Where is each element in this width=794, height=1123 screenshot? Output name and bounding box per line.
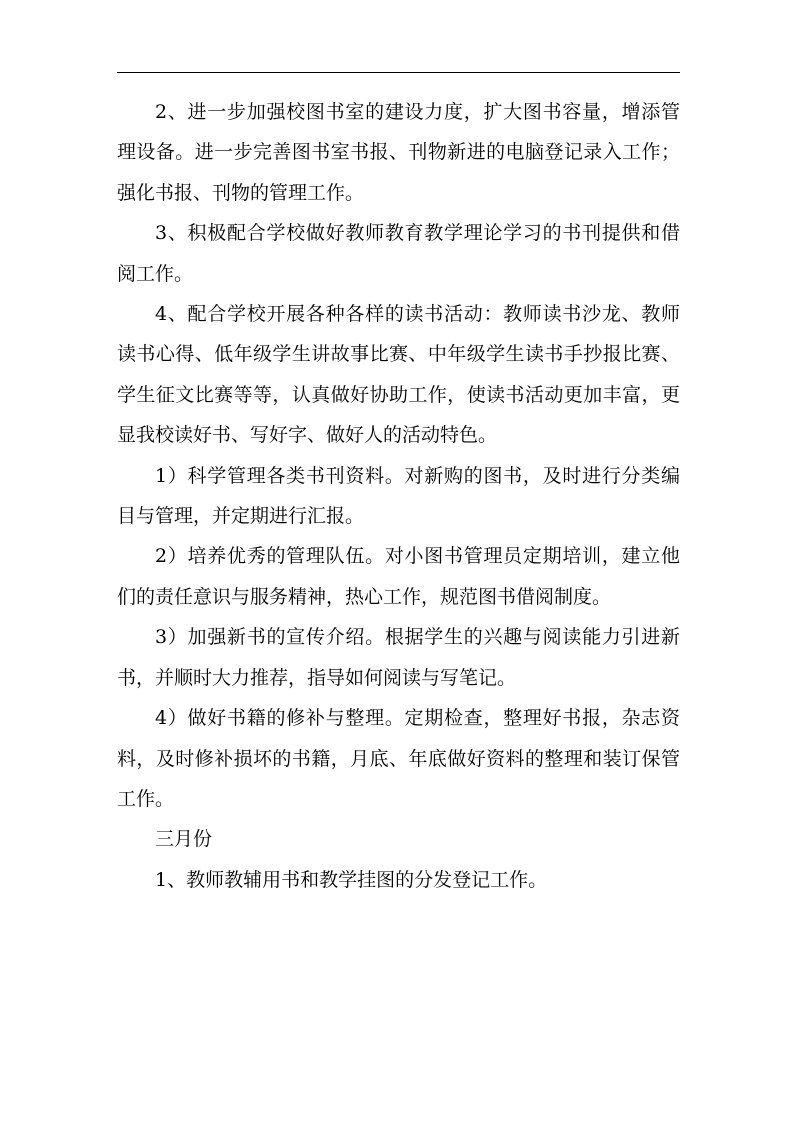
- paragraph-train-team: 2）培养优秀的管理队伍。对小图书管理员定期培训，建立他们的责任意识与服务精神，热心工作，规范图书借阅制度。: [117, 545, 680, 608]
- paragraph-manage-materials: 1）科学管理各类书刊资料。对新购的图书，及时进行分类编目与管理，并定期进行汇报。: [117, 464, 680, 528]
- paragraph-promote-new-books: 3）加强新书的宣传介绍。根据学生的兴趣与阅读能力引进新书，并顺时大力推荐，指导如何阅读与写笔记。: [117, 626, 680, 689]
- header-rule: [117, 72, 680, 73]
- paragraph-reading-activities: 4、配合学校开展各种各样的读书活动：教师读书沙龙、教师读书心得、低年级学生讲故事比赛、中年级学生读书手抄报比赛、学生征文比赛等等，认真做好协助工作，使读书活动更加丰富，更显我校读好书、写好字、做好人的活动特色。: [117, 303, 680, 447]
- paragraph-march-item-1: 1、教师教辅用书和教学挂图的分发登记工作。: [155, 868, 548, 891]
- section-heading-march: 三月份: [155, 828, 213, 851]
- document-body: [117, 92, 680, 900]
- paragraph-library-construction: 2、进一步加强校图书室的建设力度，扩大图书容量，增添管理设备。进一步完善图书室书报、刊物新进的电脑登记录入工作；强化书报、刊物的管理工作。: [117, 101, 680, 204]
- paragraph-repair-books: 4）做好书籍的修补与整理。定期检查，整理好书报，杂志资料，及时修补损坏的书籍，月底、年底做好资料的整理和装订保管工作。: [117, 707, 680, 810]
- paragraph-teacher-theory-books: 3、积极配合学校做好教师教育教学理论学习的书刊提供和借阅工作。: [117, 222, 680, 285]
